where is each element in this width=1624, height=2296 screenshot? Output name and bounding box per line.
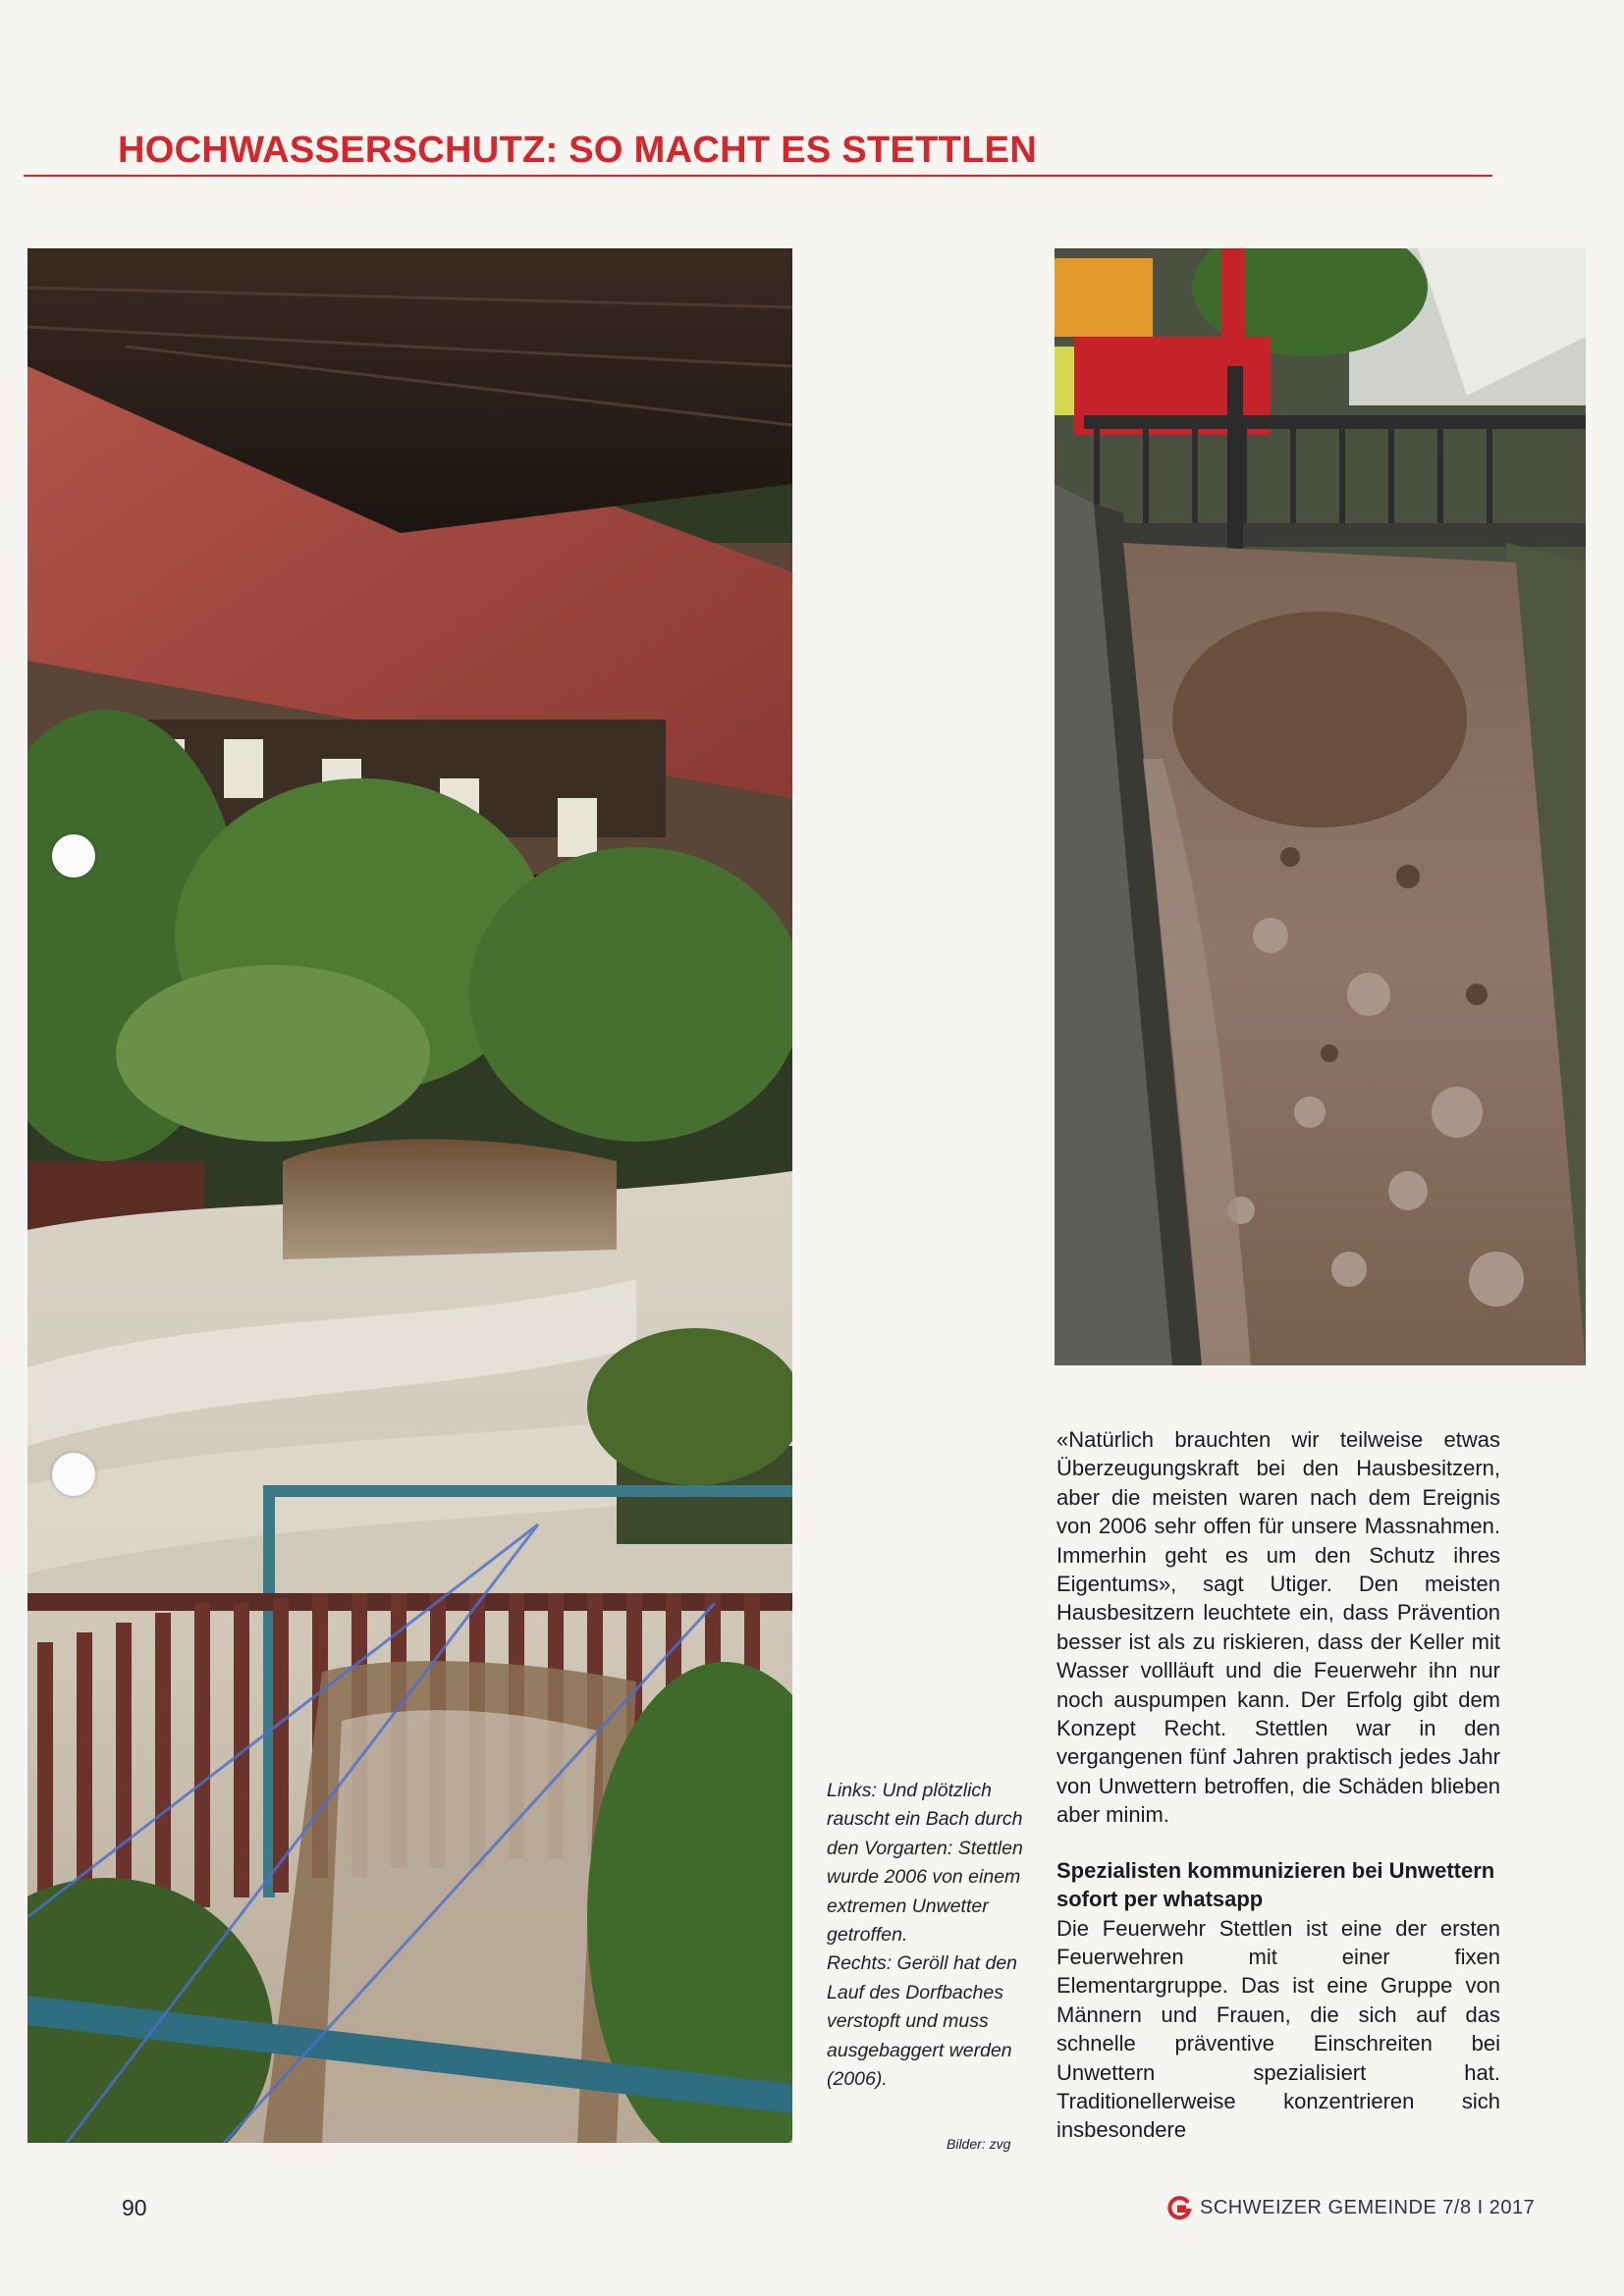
excavator-debris-photo bbox=[1055, 248, 1586, 1365]
binder-punch-hole bbox=[52, 834, 95, 878]
photo-caption bbox=[827, 1777, 1039, 2152]
article-paragraph: «Natürlich brauchten wir teilweise etwas Überzeugungskraft bei den Hausbesitzern, aber die meisten waren nach dem Ereignis von 2006 sehr offen für unsere Massnahmen. Immerhin geht es um den Schutz ihres Eigentums», sagt Utiger. Den meisten Hausbesitzern leuchtete ein, dass Prävention besser ist als zu riskieren, dass der Keller mit Wasser vollläuft und die Feuerwehr ihn nur noch auspumpen kann. Der Erfolg gibt dem Konzept Recht. Stettlen war in den vergangenen fünf Jahren praktisch jedes Jahr von Unwettern betroffen, die Schäden blieben aber minim. bbox=[1056, 1427, 1500, 1828]
article-column bbox=[1056, 1425, 1500, 2145]
page-number: 90 bbox=[122, 2195, 147, 2220]
binder-punch-hole bbox=[52, 1453, 95, 1496]
publication-name: SCHWEIZER GEMEINDE 7/8 I 2017 bbox=[1200, 2196, 1536, 2218]
publication-footer bbox=[1166, 2195, 1535, 2220]
page-title: HOCHWASSERSCHUTZ: SO MACHT ES STETTLEN bbox=[118, 130, 1038, 171]
title-rule bbox=[24, 175, 1492, 177]
article-subheading: Spezialisten kommunizieren bei Unwettern sofort per whatsapp bbox=[1056, 1857, 1495, 1912]
caption-right: Rechts: Geröll hat den Lauf des Dorfbaches verstopft und muss ausgebaggert werden (2006). bbox=[827, 1952, 1018, 2091]
caption-left: Links: Und plötzlich rauscht ein Bach durch den Vorgarten: Stettlen wurde 2006 von einem extremen Unwetter getroffen. bbox=[827, 1780, 1023, 1947]
photo-credit: Bilder: zvg bbox=[947, 2136, 1011, 2152]
article-paragraph: Die Feuerwehr Stettlen ist eine der ersten Feuerwehren mit einer fixen Elementargruppe. Das ist eine Gruppe von Männern und Frauen, die sich auf das schnelle präventive Einschreiten bei Unwettern spezialisiert hat. Traditionellerweise konzentrieren sich insbesondere bbox=[1056, 1915, 1500, 2143]
publication-logo-icon bbox=[1166, 2195, 1192, 2220]
flood-garden-photo bbox=[27, 248, 792, 2143]
